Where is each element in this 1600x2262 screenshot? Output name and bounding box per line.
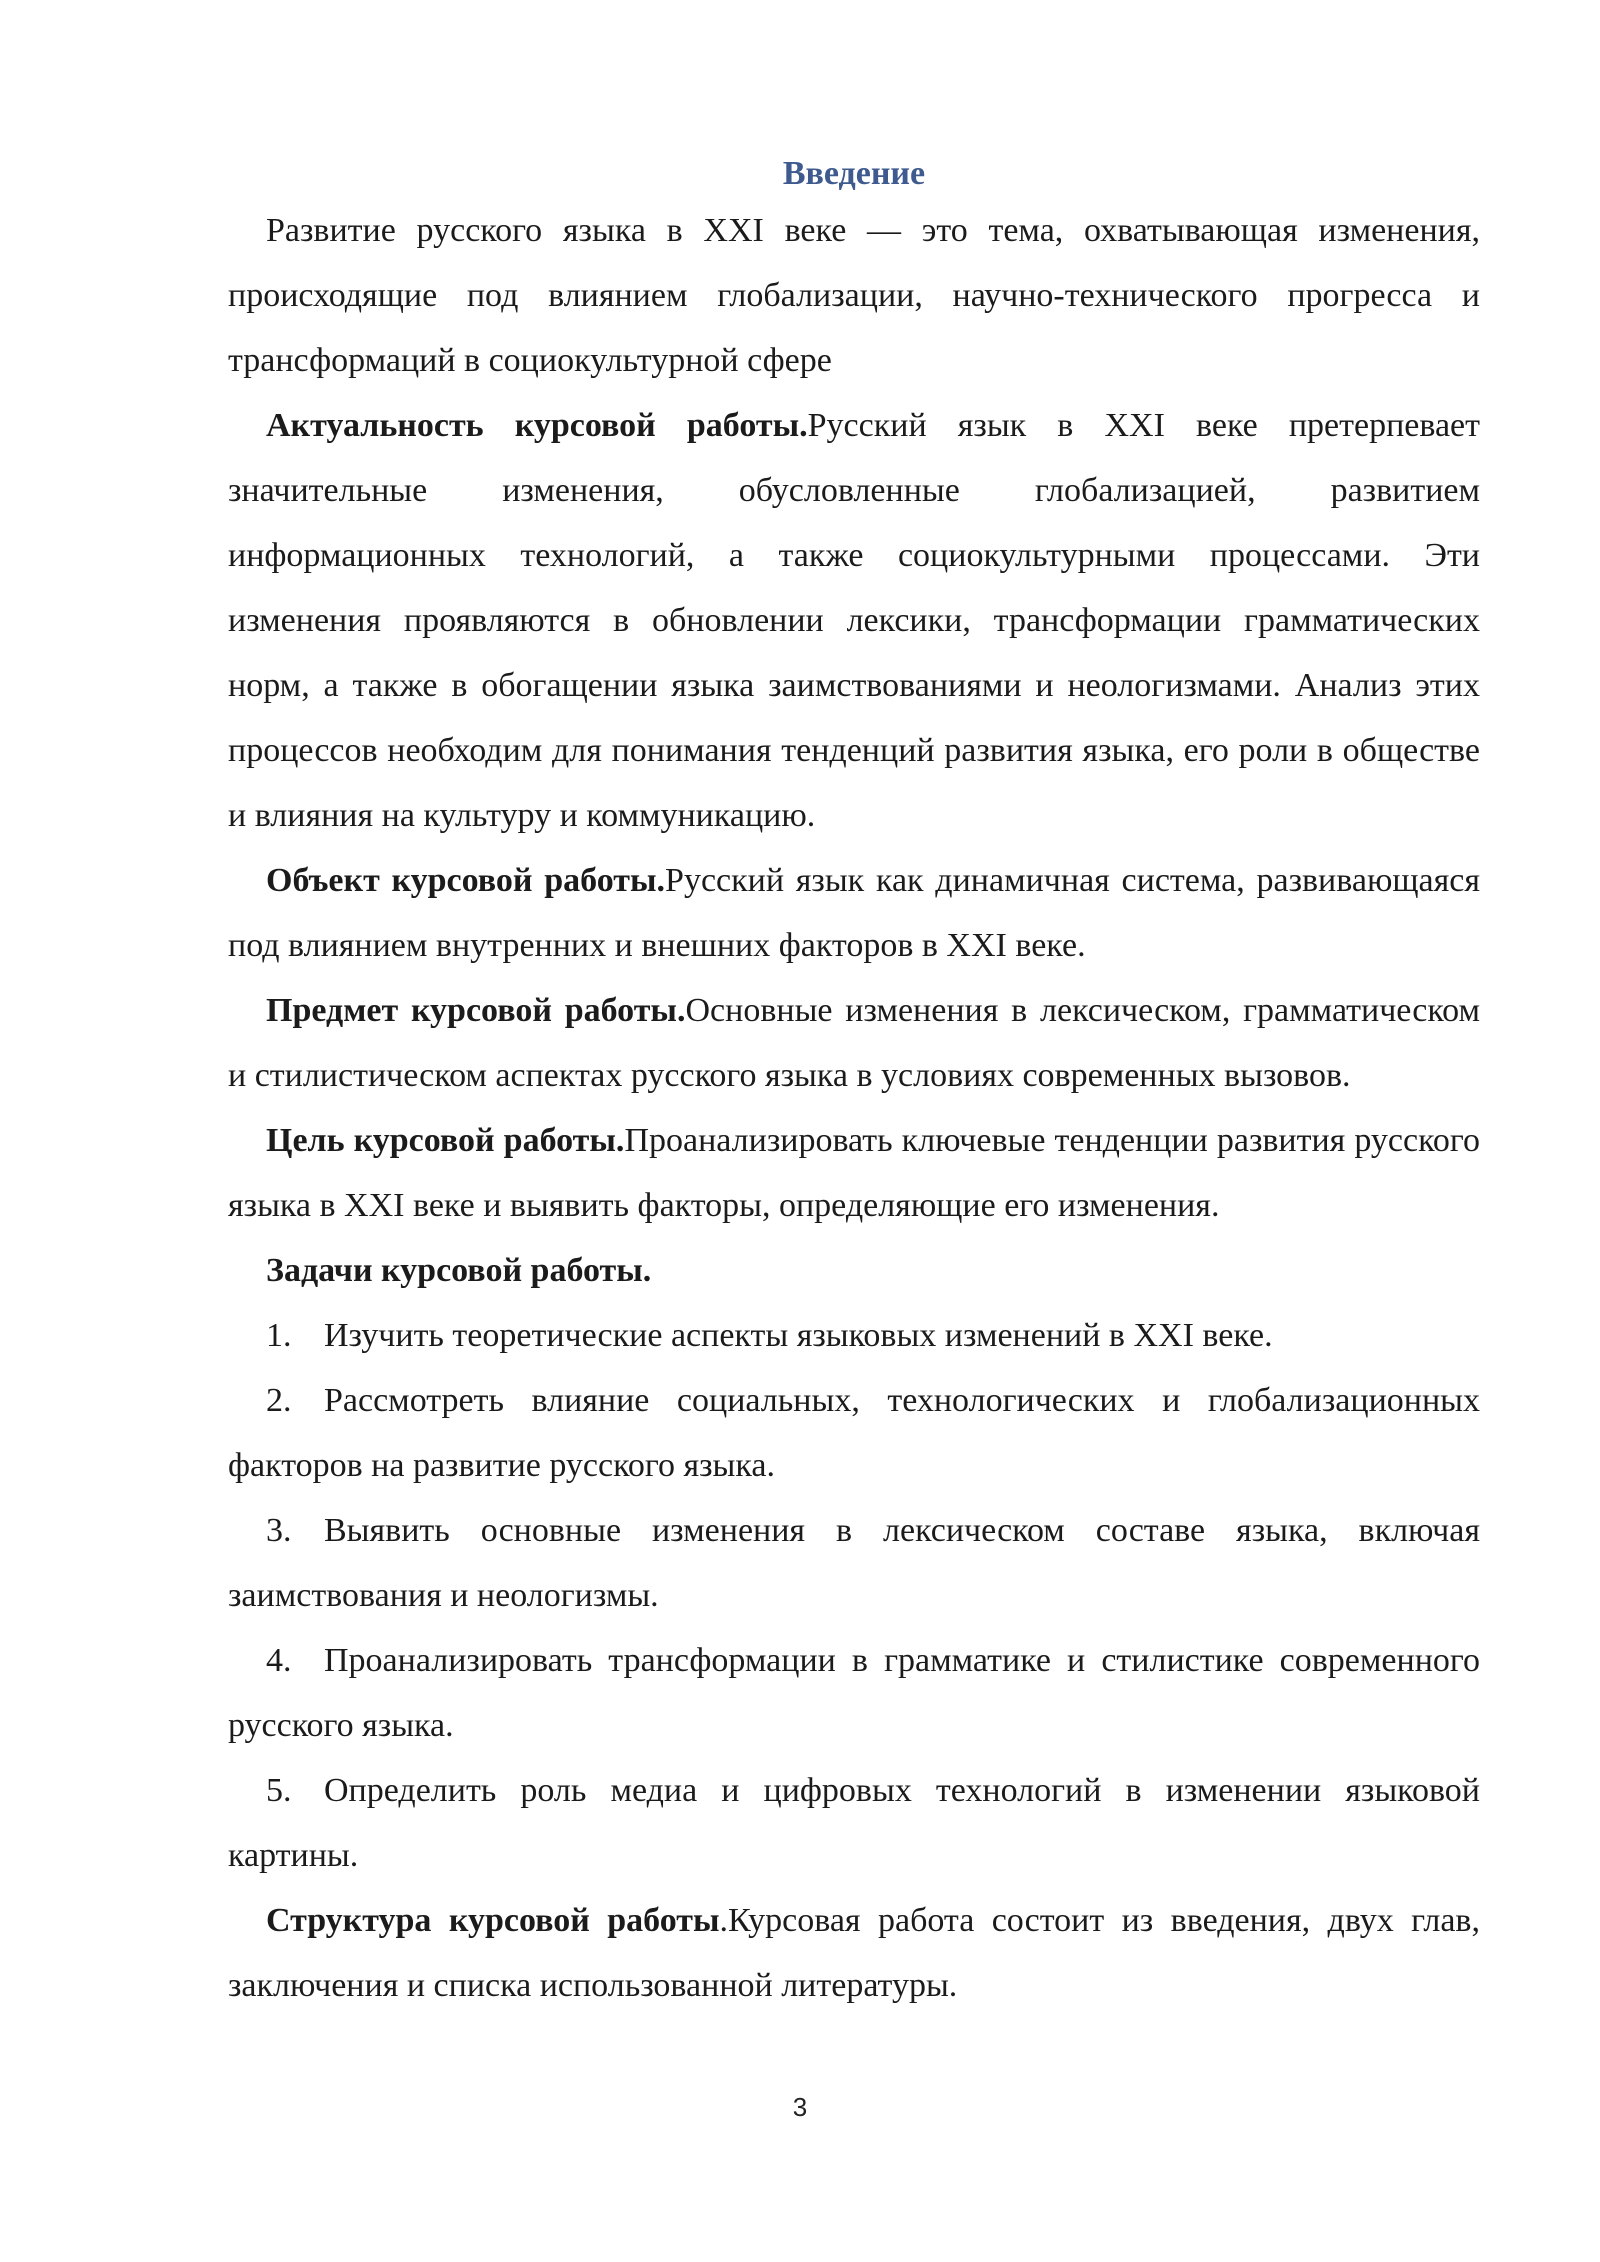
task-text: Определить роль медиа и цифровых технологий в изменении языковой картины. [228,1772,1480,1874]
object-paragraph [228,848,1480,978]
task-number: 5. [266,1772,292,1809]
relevance-label: Актуальность курсовой работы. [266,407,808,444]
subject-text: Основные изменения в лексическом, грамматическом и стилистическом аспектах русского языка в условиях современных вызовов. [228,992,1480,1094]
task-number: 2. [266,1382,292,1419]
subject-paragraph [228,978,1480,1108]
task-item-1 [228,1303,1480,1368]
task-text: Выявить основные изменения в лексическом составе языка, включая заимствования и неологизмы. [228,1512,1480,1614]
object-text: Русский язык как динамичная система, развивающаяся под влиянием внутренних и внешних факторов в XXI веке. [228,862,1480,964]
page-number: 3 [792,2092,808,2122]
relevance-text: Русский язык в XXI веке претерпевает значительные изменения, обусловленные глобализацией, развитием информационных технологий, а также социокультурными процессами. Эти изменения проявляются в обновлении лексики, трансформации грамматических норм, а также в обогащении языка заимствованиями и неологизмами. Анализ этих процессов необходим для понимания тенденций развития языка, его роли в обществе и влияния на культуру и коммуникацию. [228,407,1480,834]
object-label: Объект курсовой работы. [266,862,666,899]
task-number: 4. [266,1642,292,1679]
tasks-heading: Задачи курсовой работы. [266,1252,652,1289]
task-number: 3. [266,1512,292,1549]
subject-label: Предмет курсовой работы. [266,992,686,1029]
task-text: Изучить теоретические аспекты языковых изменений в XXI веке. [324,1317,1273,1354]
goal-label: Цель курсовой работы. [266,1122,625,1159]
page-title: Введение [782,155,926,192]
relevance-paragraph [228,393,1480,848]
goal-text: Проанализировать ключевые тенденции развития русского языка в XXI веке и выявить факторы, определяющие его изменения. [228,1122,1480,1224]
task-item-5 [228,1758,1480,1888]
task-item-3 [228,1498,1480,1628]
structure-text: .Курсовая работа состоит из введения, двух глав, заключения и списка использованной литературы. [228,1902,1480,2004]
page-content [228,150,1480,2018]
task-item-4 [228,1628,1480,1758]
task-item-2 [228,1368,1480,1498]
task-text: Проанализировать трансформации в грамматике и стилистике современного русского языка. [228,1642,1480,1744]
task-text: Рассмотреть влияние социальных, технологических и глобализационных факторов на развитие русского языка. [228,1382,1480,1484]
structure-label: Структура курсовой работы [266,1902,720,1939]
structure-paragraph [228,1888,1480,2018]
task-number: 1. [266,1317,292,1354]
intro-paragraph: Развитие русского языка в XXI веке — это тема, охватывающая изменения, происходящие под влиянием глобализации, научно-технического прогресса и трансформаций в социокультурной сфере [228,212,1480,379]
goal-paragraph [228,1108,1480,1238]
